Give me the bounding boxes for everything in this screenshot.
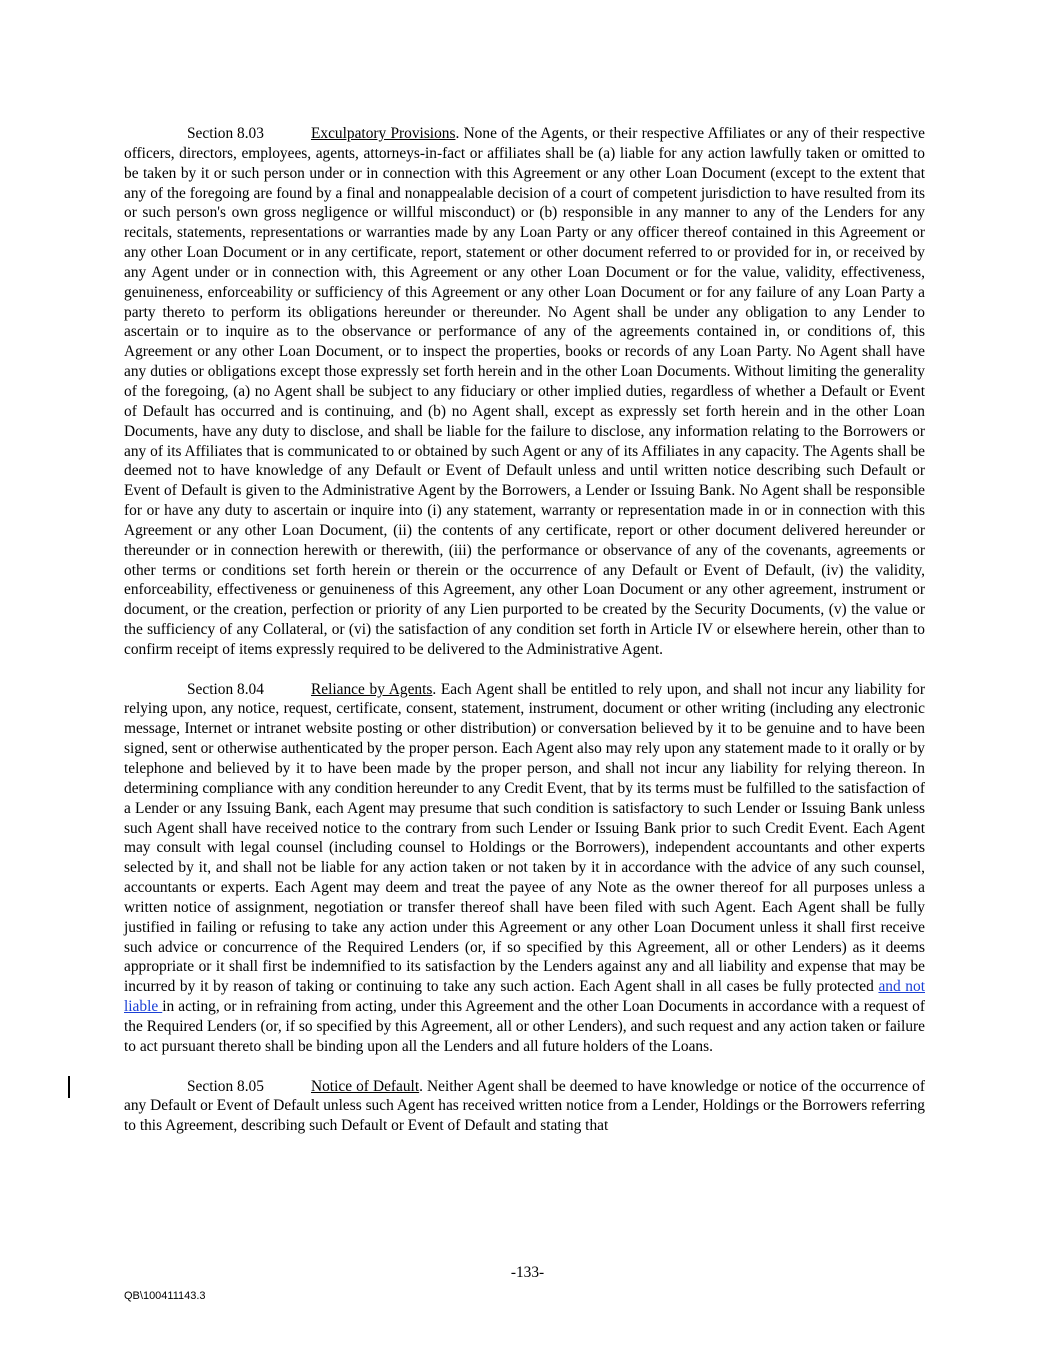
section-8-05-paragraph xyxy=(124,1077,925,1137)
section-number: Section 8.05 xyxy=(187,1077,264,1095)
section-body-text: . None of the Agents, or their respective Affiliates or any of their respective officers, directors, employees, agents, attorneys-in-fact or affiliates shall be (a) liable for any action lawfully taken or omitted to be taken by it or such person under or in connection with this Agreement or any other Loan Document (except to the extent that any of the foregoing are found by a final and nonappealable decision of a court of competent jurisdiction to have resulted from its or such person's own gross negligence or willful misconduct) or (b) responsible in any manner to any of the Lenders for any recitals, statements, representations or warranties made by any Loan Party or any officer thereof contained in this Agreement or any other Loan Document or in any certificate, report, statement or other document referred to or provided for in, or received by any Agent under or in connection with, this Agreement or any other Loan Document or for the value, validity, effectiveness, genuineness, enforceability or sufficiency of this Agreement or any other Loan Document or for any failure of any Loan Party a party thereto to perform its obligations hereunder or thereunder. No Agent shall be under any obligation to any Lender to ascertain or to inquire as to the observance or performance of any of the agreements contained in, or conditions of, this Agreement or any other Loan Document, or to inspect the properties, books or records of any Loan Party. No Agent shall have any duties or obligations except those expressly set forth herein and in the other Loan Documents. Without limiting the generality of the foregoing, (a) no Agent shall be subject to any fiduciary or other implied duties, regardless of whether a Default or Event of Default has occurred and is continuing, and (b) no Agent shall, except as expressly set forth herein and in the other Loan Documents, have any duty to disclose, and shall be liable for the failure to disclose, any information relating to the Borrowers or any of its Affiliates that is communicated to or obtained by such Agent or any of its Affiliates in any capacity. The Agents shall be deemed not to have knowledge of any Default or Event of Default unless and until written notice describing such Default or Event of Default is given to the Administrative Agent by the Borrowers, a Lender or Issuing Bank. No Agent shall be responsible for or have any duty to ascertain or inquire into (i) any statement, warranty or representation made in or in connection with this Agreement or any other Loan Document, (ii) the contents of any certificate, report or other document delivered hereunder or thereunder or in connection herewith or therewith, (iii) the performance or observance of any of the covenants, agreements or other terms or conditions set forth herein or therein or the occurrence of any Default or Event of Default, (iv) the validity, enforceability, effectiveness or genuineness of this Agreement, any other Loan Document or any other agreement, instrument or document, or the creation, perfection or priority of any Lien purported to be created by the Security Documents, (v) the value or the sufficiency of any Collateral, or (vi) the satisfaction of any condition set forth in Article IV or elsewhere herein, other than to confirm receipt of items expressly required to be delivered to the Administrative Agent. xyxy=(124,125,925,658)
section-body-text-continued: in acting, or in refraining from acting, under this Agreement and the other Loan Documents in accordance with a request of the Required Lenders (or, if so specified by this Agreement, all or other Lenders), and such request and any action taken or failure to act pursuant thereto shall be binding upon all the Lenders and all future holders of the Loans. xyxy=(124,998,925,1055)
page-number: -133- xyxy=(510,1264,545,1281)
section-title: Reliance by Agents xyxy=(311,680,433,698)
section-number: Section 8.03 xyxy=(187,125,264,142)
section-title: Notice of Default xyxy=(311,1077,420,1095)
section-8-04-paragraph xyxy=(124,680,925,1057)
section-number: Section 8.04 xyxy=(187,680,264,698)
section-body-text: . Neither Agent shall be deemed to have knowledge or notice of the occurrence of any Default or Event of Default unless such Agent has received written notice from a Lender, Holdings or the Borrowers referring to this Agreement, describing such Default or Event of Default and stating that xyxy=(124,1077,925,1135)
section-8-03-paragraph xyxy=(124,124,925,660)
document-id-footer: QB\100411143.3 xyxy=(124,1290,206,1302)
section-title: Exculpatory Provisions xyxy=(311,125,456,142)
document-body xyxy=(124,124,925,1156)
revision-change-bar xyxy=(68,1076,70,1098)
section-body-text: . Each Agent shall be entitled to rely upon, and shall not incur any liability for relying upon, any notice, request, certificate, consent, statement, instrument, document or other writing (including any electronic message, Internet or intranet website posting or other distribution) or conversation believed by it to be genuine and to have been signed, sent or otherwise authenticated by the proper person. Each Agent also may rely upon any statement made to it orally or by telephone and believed by it to have been made by the proper person, and shall not incur any liability for relying thereon. In determining compliance with any condition hereunder to any Credit Event, that by its terms must be fulfilled to the satisfaction of a Lender or any Issuing Bank, each Agent may presume that such condition is satisfactory to such Lender or Issuing Bank unless such Agent shall have received notice to the contrary from such Lender or Issuing Bank prior to such Credit Event. Each Agent may consult with legal counsel (including counsel to Holdings or the Borrowers), independent accountants and other experts selected by it, and shall not be liable for any action taken or not taken by it in accordance with the advice of any such counsel, accountants or experts. Each Agent may deem and treat the payee of any Note as the owner thereof for all purposes unless a written notice of assignment, negotiation or transfer thereof shall have been filed with such Agent. Each Agent shall be fully justified in failing or refusing to take any action under this Agreement or any other Loan Document unless it shall first receive such advice or concurrence of the Required Lenders (or, if so specified by this Agreement, all or other Lenders) as it deems appropriate or it shall first be indemnified to its satisfaction by the Lenders against any and all liability and expense that may be incurred by it by reason of taking or continuing to take any such action. Each Agent shall in all cases be fully protected xyxy=(124,680,925,996)
inserted-text-link[interactable]: and not liable xyxy=(124,978,925,1016)
